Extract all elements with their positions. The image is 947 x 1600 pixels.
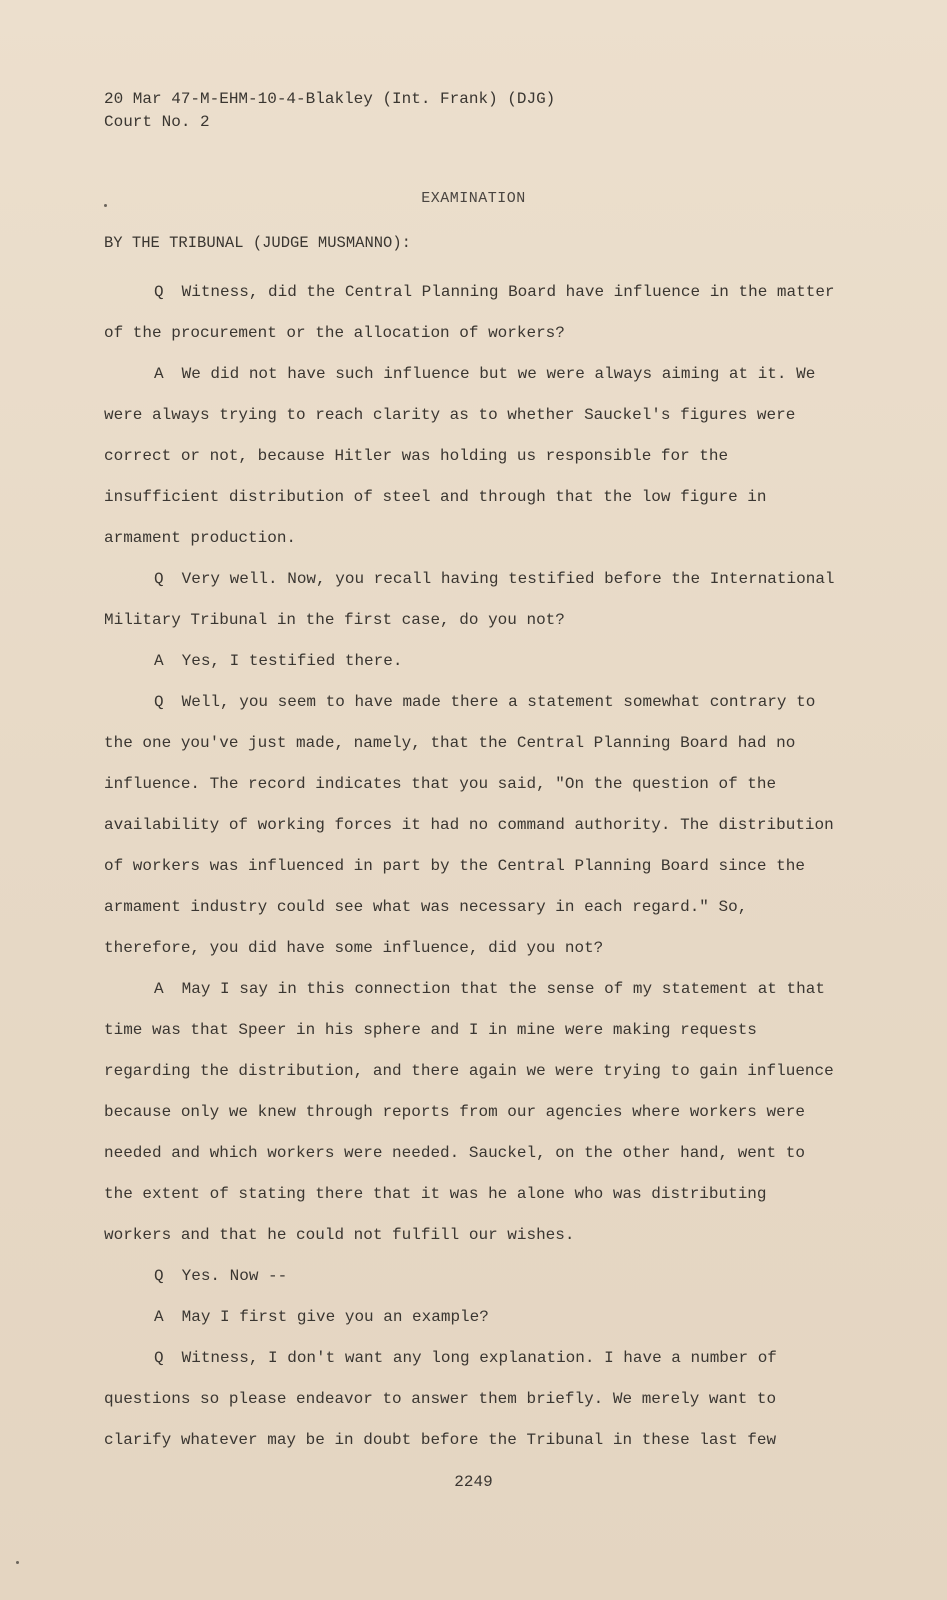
header-reference-line: 20 Mar 47-M-EHM-10-4-Blakley (Int. Frank) (DJG) [104,90,556,108]
paragraph-text: May I first give you an example? [181,1308,489,1326]
transcript-paragraph [104,354,840,559]
paragraph-text: Witness, I don't want any long explanation. I have a number of questions so please endeavor to answer them briefly. We merely want to clarify whatever may be in doubt before the Tribunal in these last few [104,1349,777,1449]
ink-speck [16,1561,19,1564]
header-court-line: Court No. 2 [104,113,210,131]
transcript-paragraph [104,641,840,682]
transcript-paragraph [104,969,840,1256]
speaker-marker: A [154,365,164,383]
examiner-heading: BY THE TRIBUNAL (JUDGE MUSMANNO): [104,234,411,252]
speaker-marker: A [154,652,164,670]
transcript-paragraph [104,682,840,969]
paragraph-text: Yes, I testified there. [181,652,403,670]
paragraph-text: Well, you seem to have made there a statement somewhat contrary to the one you've just made, namely, that the Central Planning Board had no influence. The record indicates that you said, "On the question of the availability of working forces it had no command authority. The distribution of workers was influenced in part by the Central Planning Board since the armament industry could see what was necessary in each regard." So, therefore, you did have some influence, did you not? [104,693,834,957]
speaker-marker: Q [154,1349,164,1367]
speaker-marker: A [154,980,164,998]
paragraph-text: Yes. Now -- [181,1267,288,1285]
transcript-paragraph [104,272,840,354]
speaker-marker: Q [154,283,164,301]
paragraph-text: Witness, did the Central Planning Board have influence in the matter of the procurement or the allocation of workers? [104,283,835,342]
paragraph-text: Very well. Now, you recall having testified before the International Military Tribunal in the first case, do you not? [104,570,835,629]
transcript-body [104,272,840,1461]
ink-speck [104,204,107,207]
speaker-marker: Q [154,1267,164,1285]
paragraph-text: We did not have such influence but we were always aiming at it. We were always trying to reach clarity as to whether Sauckel's figures were correct or not, because Hitler was holding us responsible for the insufficient distribution of steel and through that the low figure in armament production. [104,365,816,547]
transcript-paragraph [104,1297,840,1338]
section-title: EXAMINATION [421,190,526,207]
transcript-paragraph [104,1338,840,1461]
speaker-marker: A [154,1308,164,1326]
speaker-marker: Q [154,693,164,711]
speaker-marker: Q [154,570,164,588]
transcript-paragraph [104,559,840,641]
transcript-paragraph [104,1256,840,1297]
document-header [104,88,555,134]
page-number: 2249 [454,1473,493,1491]
paragraph-text: May I say in this connection that the sense of my statement at that time was that Speer in his sphere and I in mine were making requests regarding the distribution, and there again we were trying to gain influence because only we knew through reports from our agencies where workers were needed and which workers were needed. Sauckel, on the other hand, went to the extent of stating there that it was he alone who was distributing workers and that he could not fulfill our wishes. [104,980,834,1244]
